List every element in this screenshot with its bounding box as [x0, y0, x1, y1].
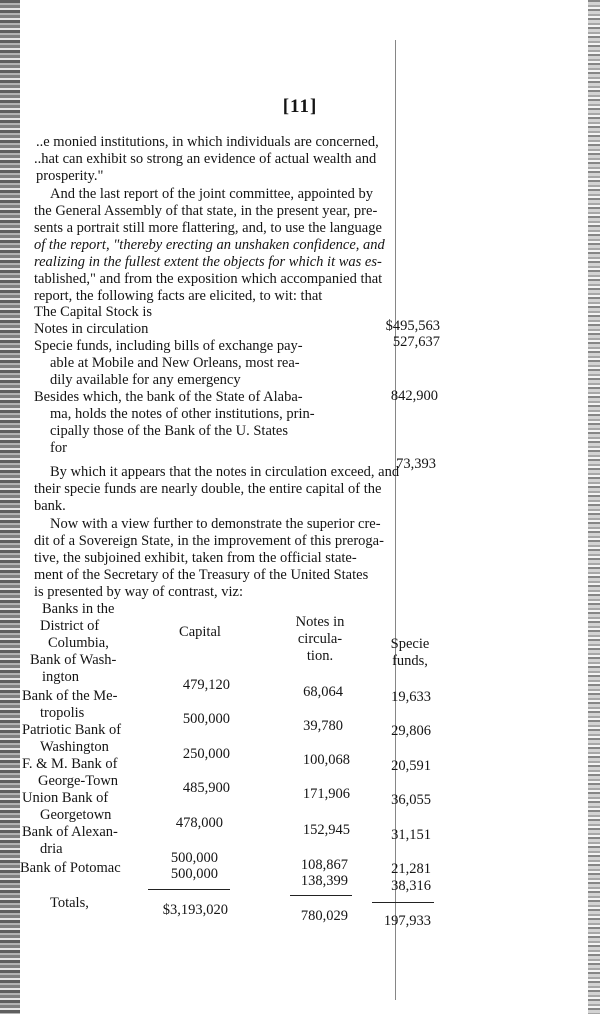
totals-rule	[372, 902, 434, 903]
para2-line: sents a portrait still more flattering, and, to use the language	[34, 220, 382, 236]
totals-rule	[148, 889, 230, 890]
table-header-notes: Notes in	[295, 614, 345, 630]
para3-line: By which it appears that the notes in circulation exceed, and	[50, 464, 400, 480]
totals-notes: 780,029	[300, 908, 348, 924]
totals-label: Totals,	[50, 895, 89, 911]
table-cell-capital: 250,000	[182, 746, 230, 762]
table-row-bank-name: Bank of Alexan-	[22, 824, 118, 840]
table-cell-specie: 38,316	[391, 878, 431, 894]
table-cell-capital: 500,000	[170, 866, 218, 882]
besides-label-line: for	[50, 440, 67, 456]
table-row-bank-name: ington	[42, 669, 80, 685]
para4-line: tive, the subjoined exhibit, taken from the official state-	[34, 550, 357, 566]
para2-line: of the report, "thereby erecting an unshaken confidence, and	[34, 237, 385, 253]
para4-line: Now with a view further to demonstrate the superior cre-	[50, 516, 381, 532]
table-header-specie: Specie	[390, 636, 430, 652]
para4-line: is presented by way of contrast, viz:	[34, 584, 243, 600]
para1-line: ..hat can exhibit so strong an evidence of actual wealth and	[34, 151, 377, 167]
para3-line: bank.	[34, 498, 66, 514]
para4-line: dit of a Sovereign State, in the improvement of this preroga-	[34, 533, 384, 549]
para1-line: ..e monied institutions, in which individuals are concerned,	[36, 134, 379, 150]
table-cell-specie: 20,591	[391, 758, 431, 774]
para1-line: prosperity."	[36, 168, 104, 184]
table-row-bank-name: Bank of Potomac	[20, 860, 121, 876]
capital-stock-value: $495,563	[385, 318, 440, 334]
table-cell-notes: 138,399	[300, 873, 348, 889]
table-row-bank-name: Washington	[40, 739, 109, 755]
table-cell-notes: 39,780	[303, 718, 343, 734]
table-cell-specie: 21,281	[391, 861, 431, 877]
besides-label-line: cipally those of the Bank of the U. States	[50, 423, 288, 439]
table-row-bank-name: Bank of Wash-	[30, 652, 117, 668]
para3-line: their specie funds are nearly double, the entire capital of the	[34, 481, 382, 497]
table-cell-notes: 152,945	[302, 822, 350, 838]
table-cell-notes: 108,867	[300, 857, 348, 873]
totals-rule	[290, 895, 352, 896]
table-row-bank-name: George-Town	[38, 773, 119, 789]
specie-label-line: dily available for any emergency	[50, 372, 241, 388]
capital-stock-label: The Capital Stock is	[34, 304, 152, 320]
table-header-specie: funds,	[392, 653, 428, 669]
totals-capital: $3,193,020	[162, 902, 228, 918]
table-cell-specie: 31,151	[391, 827, 431, 843]
para2-line: the General Assembly of that state, in the present year, pre-	[34, 203, 378, 219]
besides-label-line: Besides which, the bank of the State of Alaba-	[34, 389, 303, 405]
para2-line: And the last report of the joint committee, appointed by	[50, 186, 373, 202]
table-row-bank-name: F. & M. Bank of	[22, 756, 118, 772]
table-row-bank-name: Georgetown	[40, 807, 112, 823]
para4-line: ment of the Secretary of the Treasury of the United States	[34, 567, 369, 583]
specie-label-line: Specie funds, including bills of exchange pay-	[34, 338, 303, 354]
table-cell-specie: 29,806	[391, 723, 431, 739]
table-cell-capital: 500,000	[170, 850, 218, 866]
table-cell-notes: 171,906	[302, 786, 350, 802]
table-cell-capital: 500,000	[182, 711, 230, 727]
table-row-bank-name: Union Bank of	[22, 790, 109, 806]
table-cell-capital: 478,000	[175, 815, 223, 831]
para2-line: tablished," and from the exposition which accompanied that	[34, 271, 383, 287]
totals-specie: 197,933	[383, 913, 431, 929]
para2-line: realizing in the fullest extent the objects for which it was es-	[34, 254, 382, 270]
table-cell-specie: 19,633	[391, 689, 431, 705]
table-header-notes: tion.	[306, 648, 334, 664]
fold-line	[395, 40, 396, 1000]
other-notes-value: 73,393	[396, 456, 436, 472]
table-cell-capital: 485,900	[182, 780, 230, 796]
table-row-bank-name: Bank of the Me-	[22, 688, 118, 704]
scan-edge-left	[0, 0, 20, 1014]
page-number: [11]	[282, 96, 318, 117]
para2-line: report, the following facts are elicited, to wit: that	[34, 288, 323, 304]
table-cell-notes: 68,064	[303, 684, 343, 700]
table-cell-specie: 36,055	[391, 792, 431, 808]
notes-circulation-value: 527,637	[392, 334, 440, 350]
scan-edge-right	[588, 0, 600, 1014]
table-header-banks: Columbia,	[48, 635, 109, 651]
table-row-bank-name: dria	[40, 841, 63, 857]
specie-funds-value: 842,900	[390, 388, 438, 404]
specie-label-line: able at Mobile and New Orleans, most rea-	[50, 355, 300, 371]
besides-label-line: ma, holds the notes of other institutions, prin-	[50, 406, 315, 422]
notes-circulation-label: Notes in circulation	[34, 321, 149, 337]
table-header-banks: District of	[40, 618, 100, 634]
table-cell-notes: 100,068	[302, 752, 350, 768]
table-row-bank-name: Patriotic Bank of	[22, 722, 122, 738]
table-cell-capital: 479,120	[182, 677, 230, 693]
table-row-bank-name: tropolis	[40, 705, 85, 721]
table-header-banks: Banks in the	[42, 601, 115, 617]
table-header-notes: circula-	[297, 631, 343, 647]
table-header-capital: Capital	[179, 624, 221, 640]
